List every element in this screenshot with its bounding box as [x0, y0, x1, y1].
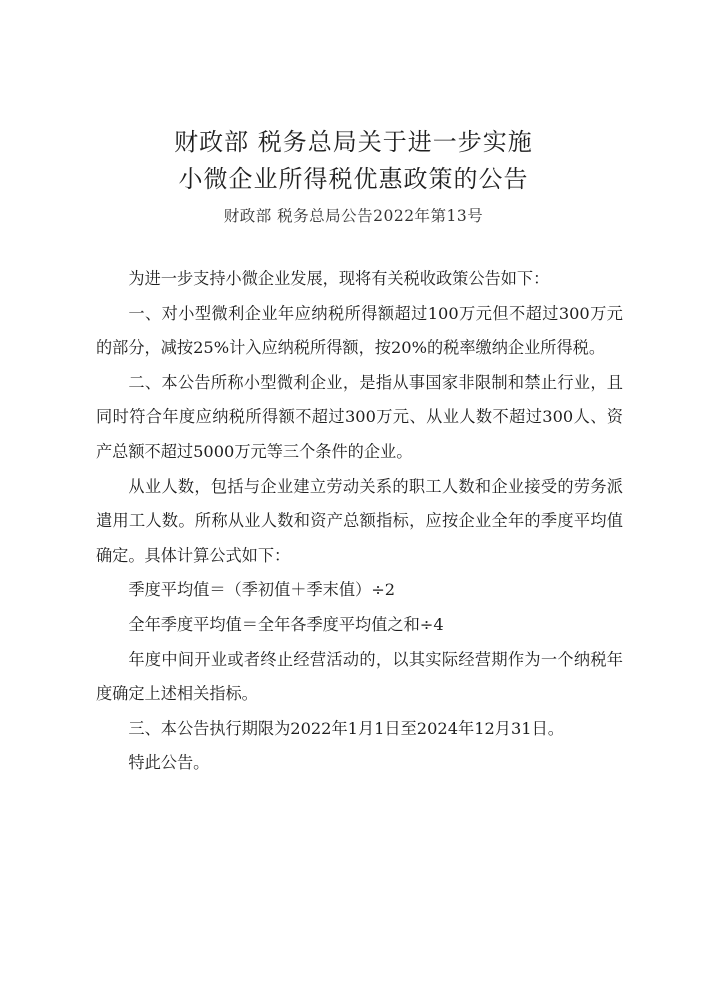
document-title-line-1: 财政部 税务总局关于进一步实施	[174, 128, 533, 156]
document-body	[96, 262, 623, 781]
paragraph-employee-count: 从业人数，包括与企业建立劳动关系的职工人数和企业接受的劳务派遣用工人数。所称从业人数和资产总额指标，应按企业全年的季度平均值确定。具体计算公式如下：	[96, 476, 623, 565]
formula-annual-average: 全年季度平均值＝全年各季度平均值之和÷4	[128, 614, 444, 634]
paragraph-closing: 特此公告。	[128, 753, 210, 773]
document-title-line-2: 小微企业所得税优惠政策的公告	[178, 165, 529, 193]
paragraph-article-1: 一、对小型微利企业年应纳税所得额超过100万元但不超过300万元的部分，减按25%计入应纳税所得额，按20%的税率缴纳企业所得税。	[96, 303, 623, 358]
paragraph-article-3: 三、本公告执行期限为2022年1月1日至2024年12月31日。	[128, 718, 564, 738]
formula-quarter-average: 季度平均值＝（季初值＋季末值）÷2	[128, 580, 396, 600]
document-number: 财政部 税务总局公告2022年第13号	[223, 207, 484, 225]
paragraph-mid-year: 年度中间开业或者终止经营活动的，以其实际经营期作为一个纳税年度确定上述相关指标。	[96, 649, 623, 704]
paragraph-article-2: 二、本公告所称小型微利企业，是指从事国家非限制和禁止行业，且同时符合年度应纳税所得额不超过300万元、从业人数不超过300人、资产总额不超过5000万元等三个条件的企业。	[96, 372, 623, 461]
paragraph-intro: 为进一步支持小微企业发展，现将有关税收政策公告如下：	[128, 269, 550, 288]
